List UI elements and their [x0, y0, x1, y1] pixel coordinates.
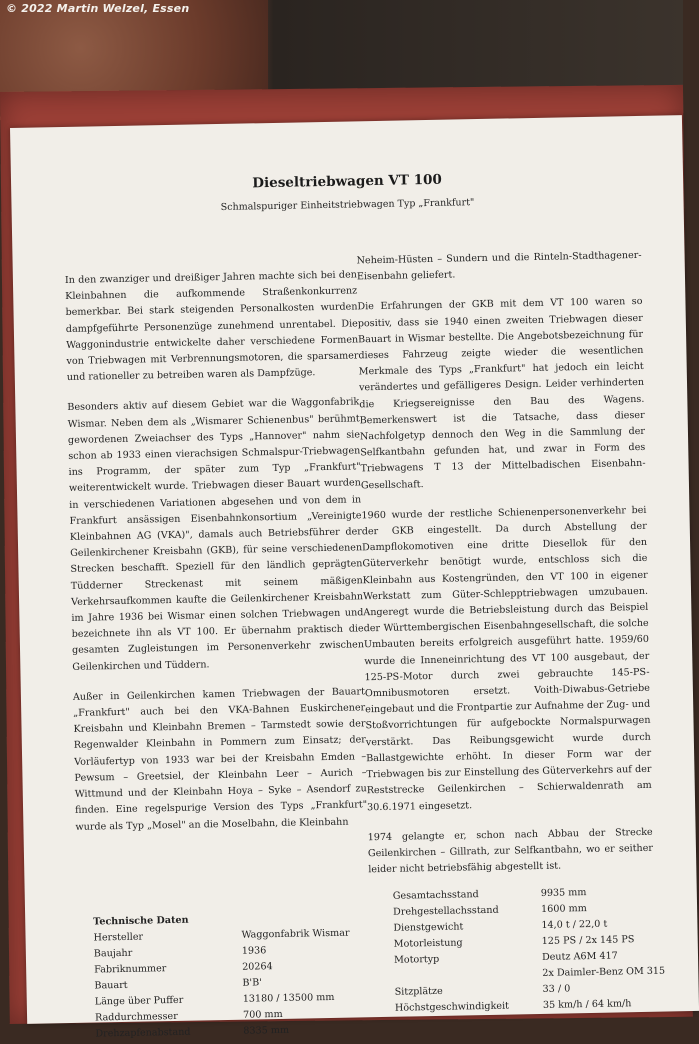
right-column	[356, 248, 653, 893]
tech-row: Drehzapfenabstand 8335 mm	[95, 1024, 290, 1040]
paragraph: Neheim-Hüsten – Sundern und die Rinteln-Stadthagener-Eisenbahn geliefert.	[356, 249, 642, 283]
paragraph: Die Erfahrungen der GKB mit dem VT 100 waren so positiv, dass sie 1940 einen zweiten Triebwagen dieser Bauart in Wismar bestellte. Die Angebotsbezeichnung für dieses Fahrzeug zeigte wieder die wesentlichen Merkmale des Typs „Frankfurt" hat jedoch ein leicht verändertes und gefälligeres Design. Leider verhinderten die Kriegsereignisse den Bau des Wagens. Bemerkenswert ist die Tatsache, dass dieser Nachfolgetyp dennoch den Weg in die Sammlung der Selfkantbahn gefunden hat, und zwar in Form des Triebwagens T 13 der Mittelbadischen Eisenbahn-Gesellschaft.	[357, 296, 646, 491]
tech-row: Baujahr 1936	[93, 945, 267, 960]
tech-row: Länge über Puffer 13180 / 13500 mm	[94, 991, 335, 1008]
tech-data-title: Technische Daten	[93, 914, 189, 928]
photo-credit: © 2022 Martin Welzel, Essen	[6, 2, 190, 15]
tech-row: Höchstgeschwindigkeit 35 km/h / 64 km/h	[394, 998, 632, 1014]
info-sheet	[10, 115, 699, 1040]
tech-row: Motortyp Deutz A6M 417	[393, 950, 618, 966]
tech-row: Raddurchmesser 700 mm	[94, 1008, 283, 1024]
tech-row: Gesamtachsstand 9935 mm	[392, 887, 587, 902]
sign-title: Dieseltriebwagen VT 100	[252, 171, 443, 192]
paragraph: 1960 wurde der restliche Schienenpersonenverkehr bei der GKB eingestellt. Da durch Abstellung der Dampflokomotiven eine dritte Diesellok für den Güterverkehr benötigt wurde, entschloss sich die Kleinbahn aus Kostengründen, den VT 100 in eigener Werkstatt zum Güter-Schlepptriebwagen umzubauen. Angeregt wurde die Betriebsleistung durch das Beispiel der Württembergischen Eisenbahngesellschaft, die solche Umbauten bereits erfolgreich ausgeführt hatte. 1959/60 wurde die Inneneinrichtung des VT 100 ausgebaut, der 125-PS-Motor durch zwei gebrauchte 145-PS-Omnibusmotoren ersetzt. Voith-Diwabus-Getriebe eingebaut und die Frontpartie zur Aufnahme der Zug- und Stoßvorrichtungen für aufgebockte Normalspurwagen verstärkt. Das Reibungsgewicht wurde durch Ballastgewichte erhöht. In dieser Form war der Triebwagen bis zur Einstellung des Güterverkehrs auf der Reststrecke Geilenkirchen – Schierwaldenrath am 30.6.1971 eingesetzt.	[361, 504, 652, 813]
tech-row: Sitzplätze 33 / 0	[394, 983, 571, 998]
tech-data-left	[93, 910, 351, 1043]
tech-row: Hersteller Waggonfabrik Wismar	[93, 927, 350, 944]
paragraph: In den zwanziger und dreißiger Jahren machte sich bei den Kleinbahnen die aufkommende Straßenkonkurrenz bemerkbar. Bei stark steigenden Personalkosten wurden dampfgeführte Personenzüge zunehmend unrentabel. Die Waggonindustrie entwickelte daher verschiedene Formen von Triebwagen mit Verbrennungsmotoren, die sparsamer und rationeller zu betreiben waren als Dampfzüge.	[64, 269, 359, 384]
tech-row: Bauart B'B'	[94, 977, 262, 992]
paragraph: Außer in Geilenkirchen kamen Triebwagen der Bauart „Frankfurt" auch bei den VKA-Bahnen Euskirchener Kreisbahn und Kleinbahn Bremen – Tarmstedt sowie der Regenwalder Kleinbahn in Pommern zum Einsatz; der Vorläufertyp von 1933 war bei der Kreisbahn Emden – Pewsum – Greetsiel, der Kleinbahn Leer – Aurich – Wittmund und der Kleinbahn Hoya – Syke – Asendorf zu finden. Eine regelspurige Version des Typs „Frankfurt" wurde als Typ „Mosel" an die Moselbahn, die Kleinbahn	[72, 686, 368, 833]
paragraph: 1974 gelangte er, schon nach Abbau der Strecke Geilenkirchen – Gillrath, zur Selfkantbahn, wo er seither leider nicht betriebsfähig abgestellt ist.	[367, 826, 654, 876]
tech-row: Fabriknummer 20264	[94, 961, 273, 976]
tech-row: Drehgestellachsstand 1600 mm	[393, 903, 587, 918]
left-column	[65, 267, 368, 849]
tech-row: Dienstgewicht 14,0 t / 22,0 t	[393, 918, 608, 934]
sign-subtitle: Schmalspuriger Einheitstriebwagen Typ „Frankfurt"	[220, 197, 475, 213]
paragraph: Besonders aktiv auf diesem Gebiet war die Waggonfabrik Wismar. Neben dem als „Wismarer Schienenbus" berühmt gewordenen Zweiachser des Typs „Hannover" nahm sie schon ab 1933 einen vierachsigen Schmalspur-Triebwagen ins Programm, der später zum Typ „Frankfurt" weiterentwickelt wurde. Triebwagen dieser Bauart wurden in verschiedenen Variationen abgesehen und von dem in Frankfurt ansässigen Eisenbahnkonsortium „Vereinigte Kleinbahnen AG (VKA)", damals auch Betriebsführer der Geilenkirchener Kreisbahn (GKB), für seine verschiedenen Strecken beschafft. Speziell für den ländlich geprägten Tüdderner Streckenast mit seinem mäßigen Verkehrsaufkommen kaufte die Geilenkirchener Kreisbahn im Jahre 1936 bei Wismar einen solchen Triebwagen und bezeichnete ihn als VT 100. Er übernahm praktisch die gesamten Zugleistungen im Personenverkehr zwischen Geilenkirchen und Tüddern.	[67, 396, 365, 673]
tech-data-right	[393, 884, 666, 1017]
tech-row: 2x Daimler-Benz OM 315	[542, 965, 666, 979]
tech-row: Motorleistung 125 PS / 2x 145 PS	[393, 934, 635, 950]
